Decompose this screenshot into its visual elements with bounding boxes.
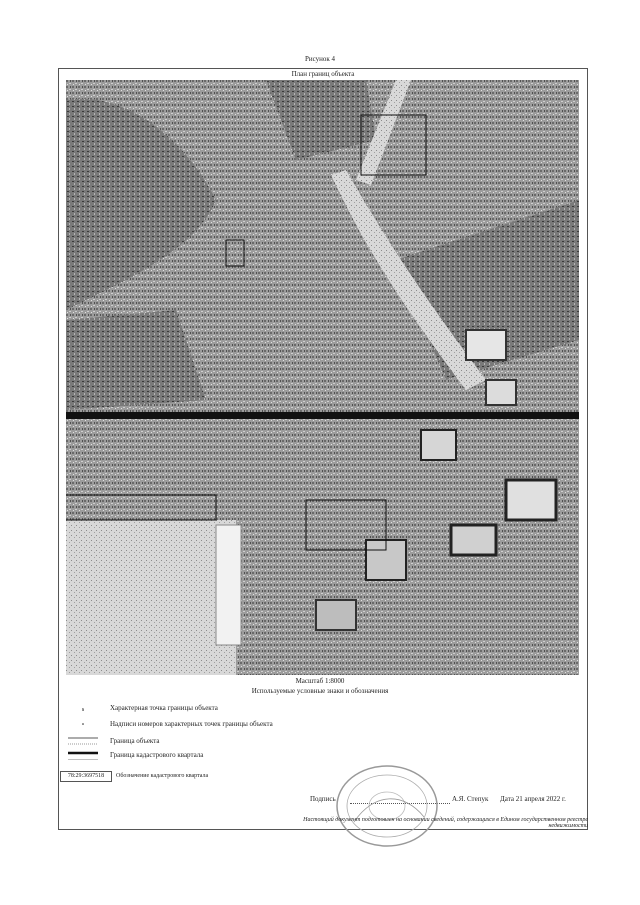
legend-label: Граница кадастрового квартала [110, 751, 204, 759]
line-symbol-icon [66, 736, 100, 746]
scale-label: Масштаб 1:8000 [295, 677, 345, 685]
aerial-map[interactable] [66, 80, 579, 675]
signature-date: Дата 21 апреля 2022 г. [500, 795, 566, 803]
frame-title: План границ объекта [291, 70, 355, 78]
official-stamp-icon [334, 762, 440, 850]
page-label: Рисунок 4 [304, 55, 336, 63]
thick-line-symbol-icon [66, 750, 100, 760]
signature-prefix: Подпись [310, 795, 336, 803]
footer-note: Настоящий документ подготовлен на основании сведений, содержащихся в Едином государственном реестре недвижимости [303, 817, 588, 829]
cadastral-number-box: 78:29:3697518 [60, 771, 112, 782]
label-symbol-icon [66, 719, 100, 729]
light-area [66, 520, 236, 675]
signature-name: А.Я. Степук [452, 795, 489, 803]
legend-label: Надписи номеров характерных точек границы объекта [110, 720, 273, 728]
map-image [66, 80, 579, 675]
svg-text:s: s [81, 707, 85, 713]
cadastral-number-label: Обозначение кадастрового квартала [116, 773, 209, 779]
legend-label: Граница объекта [110, 737, 160, 745]
legend-title: Используемые условные знаки и обозначения [251, 687, 389, 695]
legend-label: Характерная точка границы объекта [110, 704, 218, 712]
cadastral-boundary-line [66, 412, 579, 419]
point-symbol-icon [66, 703, 100, 713]
